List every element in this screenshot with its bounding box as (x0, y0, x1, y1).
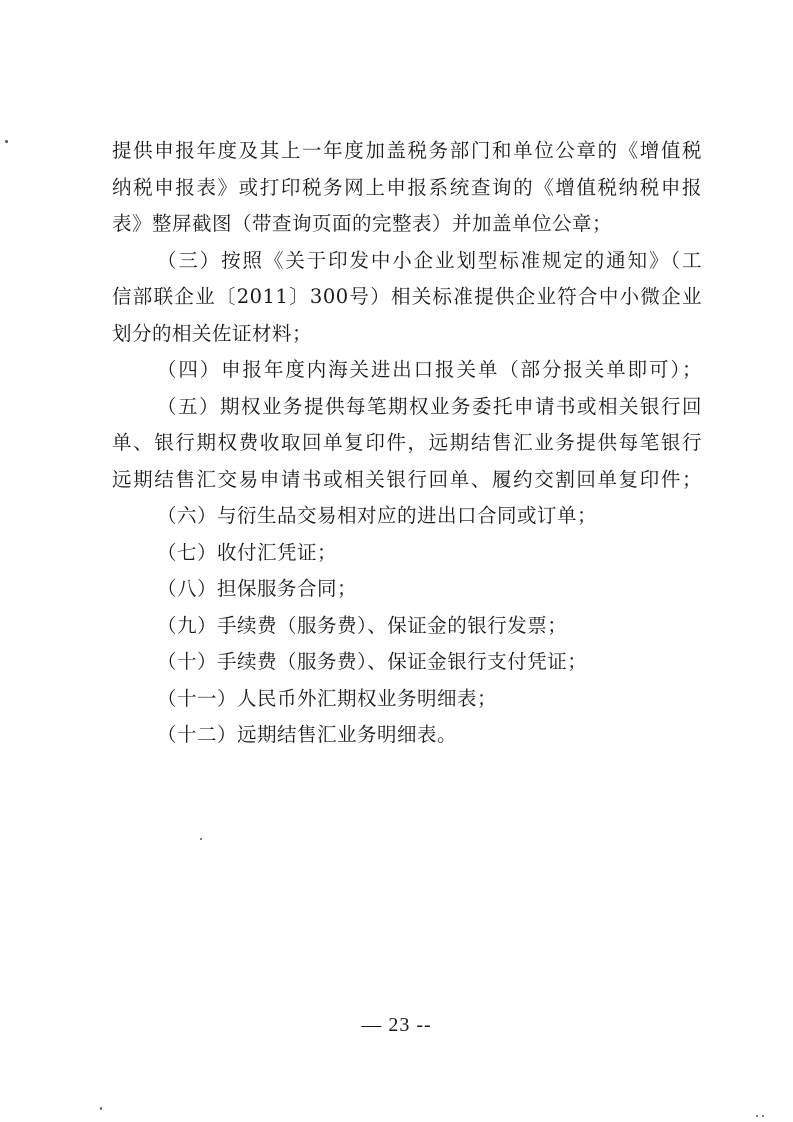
list-item-3: （三）按照《关于印发中小企业划型标准规定的通知》（工 (157, 248, 702, 272)
text-line: 提供申报年度及其上一年度加盖税务部门和单位公章的《增值税 (112, 139, 702, 162)
text-line: 表》整屏截图（带查询页面的完整表）并加盖单位公章； (112, 212, 613, 235)
text-line: 纳税申报表》或打印税务网上申报系统查询的《增值税纳税申报 (112, 175, 702, 199)
list-item-8: （八）担保服务合同； (157, 577, 358, 600)
text-line: 单、银行期权费收取回单复印件，远期结售汇业务提供每笔银行 (112, 431, 702, 454)
text-line: 划分的相关佐证材料； (112, 321, 313, 345)
list-item-9: （九）手续费（服务费）、保证金的银行发票； (157, 613, 568, 637)
list-item-11: （十一）人民币外汇期权业务明细表； (157, 686, 498, 710)
list-item-12: （十二）远期结售汇业务明细表。 (157, 723, 458, 746)
scan-speck (5, 140, 8, 143)
scan-speck (100, 1107, 102, 1110)
list-item-7: （七）收付汇凭证； (157, 540, 338, 564)
scan-speck (762, 1115, 764, 1117)
list-item-5: （五）期权业务提供每笔期权业务委托申请书或相关银行回 (157, 394, 702, 418)
list-item-10: （十）手续费（服务费）、保证金银行支付凭证； (157, 650, 588, 673)
list-item-4: （四）申报年度内海关进出口报关单（部分报关单即可）； (157, 358, 702, 381)
scan-speck (756, 1115, 758, 1117)
scan-speck (200, 838, 202, 840)
list-item-6: （六）与衍生品交易相对应的进出口合同或订单； (157, 504, 598, 527)
page-number: — 23 -- (361, 1014, 432, 1036)
body-text (112, 133, 702, 754)
text-line: 信部联企业〔2011〕300号）相关标准提供企业符合中小微企业 (112, 285, 702, 308)
text-line: 远期结售汇交易申请书或相关银行回单、履约交割回单复印件； (112, 467, 702, 491)
